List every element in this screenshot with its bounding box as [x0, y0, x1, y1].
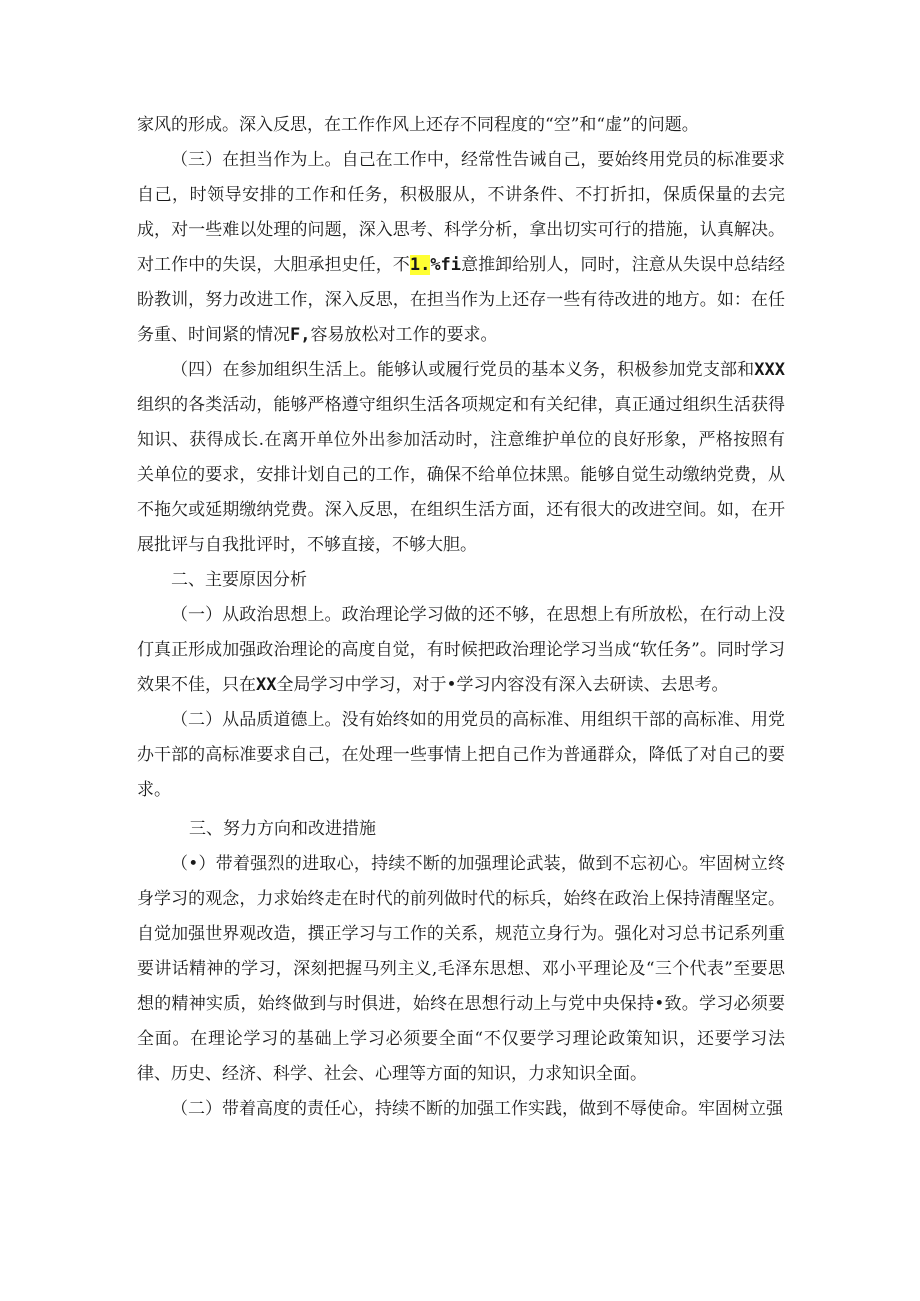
paragraph-family-style	[137, 108, 785, 143]
paragraph-text: （一）从政治思想上。政治理论学习做的还不够，在思想上有所放松，在行动上没仃真正形成加强政治理论的高度自觉，有时候把政治理论学习当成“软任务”。同时学习效果不佳，只在	[137, 605, 785, 695]
paragraph-text: 组织的各类活动，能够严格遵守组织生活各项规定和有关纪律，真正通过组织生活获得知识、获得成长.在离开单位外出参加活动时，注意维护单位的良好形象，严格按照有关单位的要求，安排计划自己的工作，确保不给单位抹黑。能够自觉生动缴纳党费，从不拖欠或延期缴纳党费。深入反思，在组织生活方面，还有很大的改进空间。如，在开展批评与自我批评时，不够直接，不够大胆。	[137, 395, 785, 555]
paragraph-political-thought	[137, 598, 785, 703]
paragraph-moral-quality	[137, 703, 785, 808]
section-heading-improvement	[137, 812, 785, 847]
paragraph-theory-study	[137, 847, 785, 1092]
garbled-text: %fi	[430, 255, 462, 275]
paragraph-text: 意推卸给别人，同时，注意从失误中总结经盼教训，努力改进工作，深入反思，在担当作为上还存一些有待改进的地方。如：在任务重、时间紧的情况	[137, 255, 786, 345]
paragraph-text: （•）带着强烈的进取心，持续不断的加强理论武装，做到不忘初心。牢固树立终身学习的观念，力求始终走在时代的前列做时代的标兵，始终在政治上保持清醒坚定。自觉加强世界观改造，撰正学习与工作的关系，规范立身行为。强化对习总书记系列重要讲话精神的学习，深刻把握马列主义,毛泽东思想、邓小平理论及“三个代表”至要思想的精神实质，始终做到与时俱进，始终在思想行动上与党中央保持•致。学习必须要全面。在理论学习的基础上学习必须要全面“不仅要学习理论政策知识，还要学习法律、历史、经济、科学、社会、心理等方面的知识，力求知识全面。	[137, 854, 785, 1084]
highlighted-garbled-text: 1.	[409, 255, 431, 275]
paragraph-text: （四）在参加组织生活上。能够认或履行党员的基本义务，积极参加党支部和	[171, 360, 755, 380]
section-heading-cause-analysis	[137, 563, 785, 598]
paragraph-text: （三）在担当作为上。自己在工作中，经常性告诫自己，要始终用党员的标准要求自己，时领导安排的工作和任务，积极服从，不讲条件、不打折扣，保质保量的去完成，对一些难以处理的问题，深入思考、科学分析，拿出切实可行的措施，认真解决。对工作中的失误，大胆承担史任，不	[137, 150, 785, 275]
paragraph-text: （二）从品质道德上。没有始终如的用党员的高标准、用组织干部的高标准、用党办干部的高标准要求自己，在处理一些事情上把自己作为普通群众，降低了对自己的要求。	[137, 710, 785, 800]
paragraph-text: 家风的形成。深入反思，在工作作风上还存不同程度的“空”和“虚”的问题。	[137, 115, 699, 135]
paragraph-organization-life	[137, 353, 785, 563]
placeholder-text: XX	[256, 675, 277, 695]
paragraph-text: 全局学习中学习，对于•学习内容没有深入去研读、去思考。	[276, 675, 729, 695]
paragraph-text: 容易放松对工作的要求。	[310, 325, 498, 345]
paragraph-work-practice	[137, 1092, 785, 1127]
heading-text: 二、主要原因分析	[171, 570, 307, 590]
heading-text: 三、努力方向和改进措施	[189, 819, 376, 839]
paragraph-responsibility	[137, 143, 785, 353]
placeholder-text: XXX	[754, 360, 785, 380]
paragraph-text: （二）带着高度的责任心，持续不断的加强工作实践，做到不辱使命。牢固树立强	[171, 1099, 783, 1119]
garbled-text: F,	[290, 325, 311, 345]
document-body	[137, 108, 785, 1127]
